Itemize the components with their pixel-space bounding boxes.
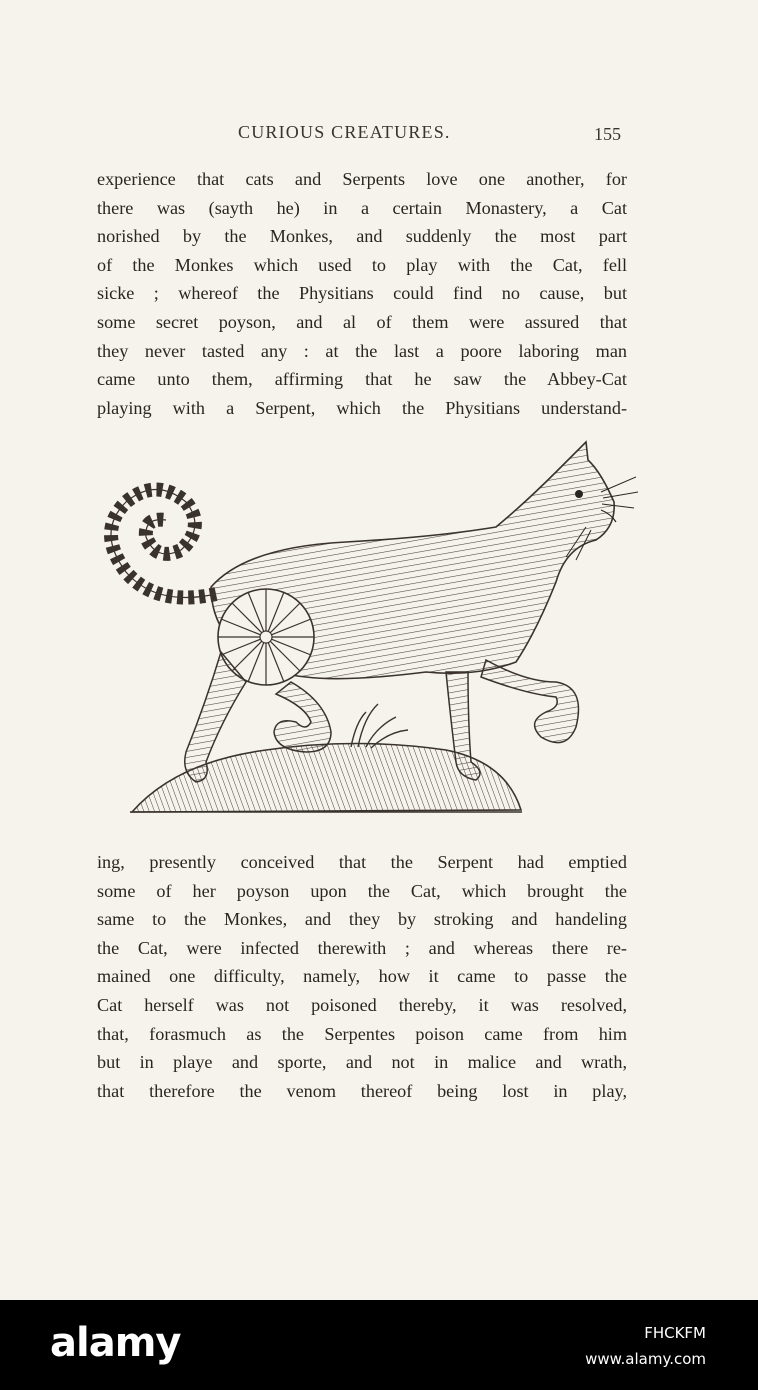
text-line: experience that cats and Serpents love one another, for: [97, 169, 627, 189]
site-url: www.alamy.com: [585, 1350, 706, 1368]
text-line: sicke ; whereof the Physitians could find no cause, but: [97, 283, 627, 304]
text-line: some of her poyson upon the Cat, which brought the: [97, 880, 627, 901]
running-title: CURIOUS CREATURES.: [238, 122, 451, 142]
stock-watermark-bar: [0, 1300, 758, 1390]
striped-tail: [111, 490, 216, 598]
text-line: ing, presently conceived that the Serpent had emptied: [97, 852, 627, 872]
text-line: that, forasmuch as the Serpentes poison came from him: [97, 1023, 627, 1044]
page-number: 155: [594, 124, 621, 144]
text-line: some secret poyson, and al of them were assured that: [97, 311, 627, 332]
text-line: of the Monkes which used to play with the Cat, fell: [97, 254, 627, 275]
text-line: playing with a Serpent, which the Physitians understand-: [97, 397, 627, 418]
image-id: FHCKFM: [644, 1324, 706, 1342]
alamy-logo: alamy: [50, 1320, 181, 1366]
running-head: [0, 122, 758, 146]
text-line: but in playe and sporte, and not in malice and wrath,: [97, 1052, 627, 1073]
grass-tuft: [351, 704, 408, 748]
paragraph-before-illustration: [97, 165, 627, 422]
text-line: mained one difficulty, namely, how it came to passe the: [97, 966, 627, 987]
text-line: same to the Monkes, and they by stroking and handeling: [97, 909, 627, 930]
text-line: Cat herself was not poisoned thereby, it was resolved,: [97, 994, 627, 1015]
text-line: that therefore the venom thereof being lost in play,: [97, 1080, 627, 1101]
paragraph-after-illustration: [97, 848, 627, 1105]
cat-woodcut-illustration: [96, 432, 641, 822]
text-line: the Cat, were infected therewith ; and whereas there re-: [97, 937, 627, 958]
text-line: they never tasted any : at the last a poore laboring man: [97, 340, 627, 361]
text-line: norished by the Monkes, and suddenly the most part: [97, 226, 627, 247]
text-line: there was (sayth he) in a certain Monastery, a Cat: [97, 197, 627, 218]
text-line: came unto them, affirming that he saw the Abbey-Cat: [97, 369, 627, 390]
